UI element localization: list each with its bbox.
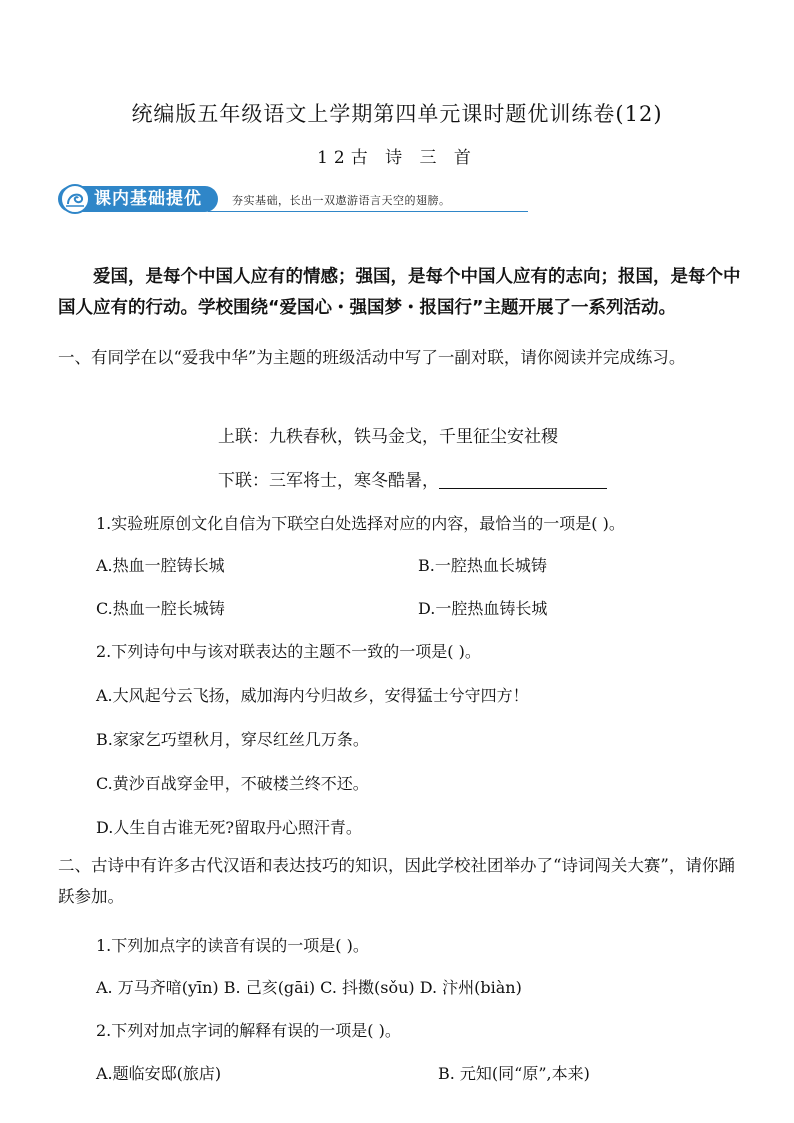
s1-q1-option-b[interactable]: B.一腔热血长城铸	[418, 556, 547, 575]
s1-q2-option-c[interactable]: C.黄沙百战穿金甲，不破楼兰终不还。	[96, 774, 369, 793]
couplet-lower-text: 下联：三军将士，寒冬酷暑，	[218, 471, 439, 491]
banner-label: 课内基础提优	[94, 189, 202, 209]
s2-q2-stem: 2.下列对加点字词的解释有误的一项是( )。	[96, 1021, 401, 1040]
s1-q1-option-c[interactable]: C.热血一腔长城铸	[96, 599, 225, 618]
s2-q1-stem: 1.下列加点字的读音有误的一项是( )。	[96, 936, 369, 955]
section2-heading: 二、古诗中有许多古代汉语和表达技巧的知识，因此学校社团举办了“诗词闯关大赛”，请你踊跃参加。	[58, 856, 735, 906]
section-banner	[58, 184, 478, 216]
s1-q1-option-d[interactable]: D.一腔热血铸长城	[418, 599, 548, 618]
section1-heading: 一、有同学在以“爱我中华”为主题的班级活动中写了一副对联，请你阅读并完成练习。	[58, 348, 686, 367]
s1-q1-stem: 1.实验班原创文化自信为下联空白处选择对应的内容，最恰当的一项是( )。	[96, 514, 625, 533]
s1-q2-stem: 2.下列诗句中与该对联表达的主题不一致的一项是( )。	[96, 642, 481, 661]
banner-slogan: 夯实基础，长出一双遨游语言天空的翅膀。	[232, 194, 451, 207]
intro-paragraph: 爱国，是每个中国人应有的情感；强国，是每个中国人应有的志向；报国，是每个中国人应有的行动。学校围绕“爱国心・强国梦・报国行”主题开展了一系列活动。	[58, 267, 741, 318]
s1-q2-option-b[interactable]: B.家家乞巧望秋月，穿尽红丝几万条。	[96, 730, 369, 749]
couplet-lower	[218, 466, 607, 491]
s2-q1-options[interactable]: A. 万马齐喑(yīn) B. 己亥(gāi) C. 抖擞(sǒu) D. 汴州(biàn)	[96, 978, 522, 997]
s1-q2-option-a[interactable]: A.大风起兮云飞扬，威加海内兮归故乡，安得猛士兮守四方！	[96, 686, 529, 705]
couplet-upper: 上联：九秩春秋，铁马金戈，千里征尘安社稷	[218, 427, 558, 447]
lesson-subtitle: 12古 诗 三 首	[317, 148, 477, 168]
page-title: 统编版五年级语文上学期第四单元课时题优训练卷(12)	[131, 102, 663, 126]
couplet-blank[interactable]	[439, 470, 607, 489]
swirl-emblem-icon	[60, 184, 90, 214]
s1-q1-option-a[interactable]: A.热血一腔铸长城	[96, 556, 225, 575]
banner-underline	[208, 211, 528, 212]
s2-q2-option-a[interactable]: A.题临安邸(旅店)	[96, 1064, 222, 1083]
s1-q2-option-d[interactable]: D.人生自古谁无死?留取丹心照汗青。	[96, 818, 362, 837]
s2-q2-option-b[interactable]: B. 元知(同“原”,本来)	[438, 1064, 590, 1083]
